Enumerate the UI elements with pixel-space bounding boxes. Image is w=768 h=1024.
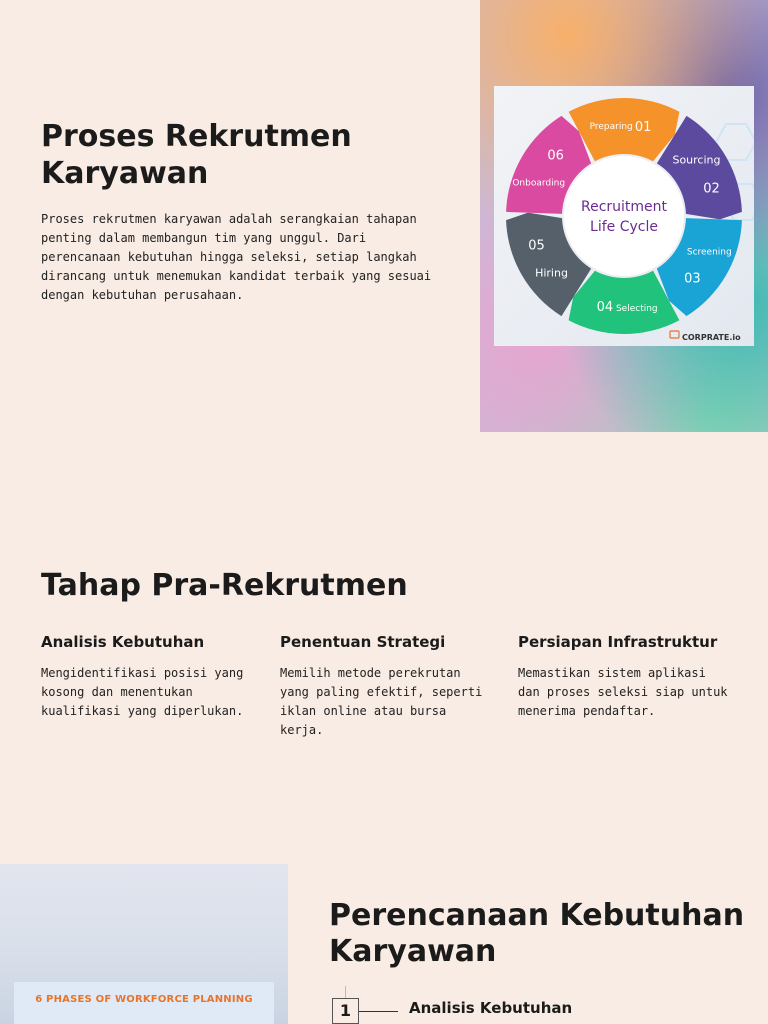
segment-label: Selecting [615,304,658,315]
recruitment-life-cycle-image [494,86,754,346]
step-connector [359,1011,398,1012]
center-label-line1: Recruitment [580,199,668,215]
brand-logo-icon [670,331,679,338]
segment-label: Hiring [535,266,568,280]
gradient-image-panel [480,0,768,432]
cycle-diagram [494,86,754,346]
slide-workforce-planning [0,864,768,1024]
segment-label: Onboarding [512,178,566,189]
phases-card [14,982,274,1024]
step-label: Analisis Kebutuhan [409,999,573,1017]
column-analysis [41,632,251,721]
column-text: Mengidentifikasi posisi yang kosong dan menentukan kualifikasi yang diperlukan. [41,666,244,718]
workforce-planning-image [0,864,288,1024]
slide-body-text: Proses rekrutmen karyawan adalah serangkaian tahapan penting dalam membangun tim yang unggul. Dari perencanaan kebutuhan hingga seleksi, setiap langkah dirancang untuk menemukan kandidat terbaik yang sesuai dengan kebutuhan perusahaan. [41,212,432,302]
column-infrastructure [518,632,728,721]
segment-label: Screening [686,247,732,258]
column-heading: Penentuan Strategi [280,633,446,651]
slide-title: Proses Rekrutmen Karyawan [41,119,352,191]
segment-number: 05 [528,238,545,254]
segment-number: 01 [634,120,652,136]
slide-intro [0,0,768,432]
column-heading: Persiapan Infrastruktur [518,633,718,651]
column-heading: Analisis Kebutuhan [41,633,205,651]
column-text: Memastikan sistem aplikasi dan proses seleksi siap untuk menerima pendaftar. [518,666,728,718]
slide-pre-recruitment [0,432,768,864]
segment-number: 06 [547,148,564,164]
step-number-badge: 1 [332,998,359,1024]
segment-label: Preparing [589,121,633,132]
brand-label: CORPRATE.io [682,333,741,342]
phases-image-title: 6 PHASES OF WORKFORCE PLANNING [35,994,253,1005]
segment-label: Sourcing [672,153,721,167]
segment-number: 03 [684,271,701,287]
slide-title: Tahap Pra-Rekrutmen [41,568,408,603]
center-label-line2: Life Cycle [590,219,658,235]
slide-title: Perencanaan Kebutuhan Karyawan [329,898,745,969]
column-text: Memilih metode perekrutan yang paling efektif, seperti iklan online atau bursa kerja. [280,666,483,737]
column-strategy [280,632,490,740]
segment-number: 02 [703,181,720,197]
center-circle [564,156,684,276]
segment-number: 04 [596,299,614,315]
